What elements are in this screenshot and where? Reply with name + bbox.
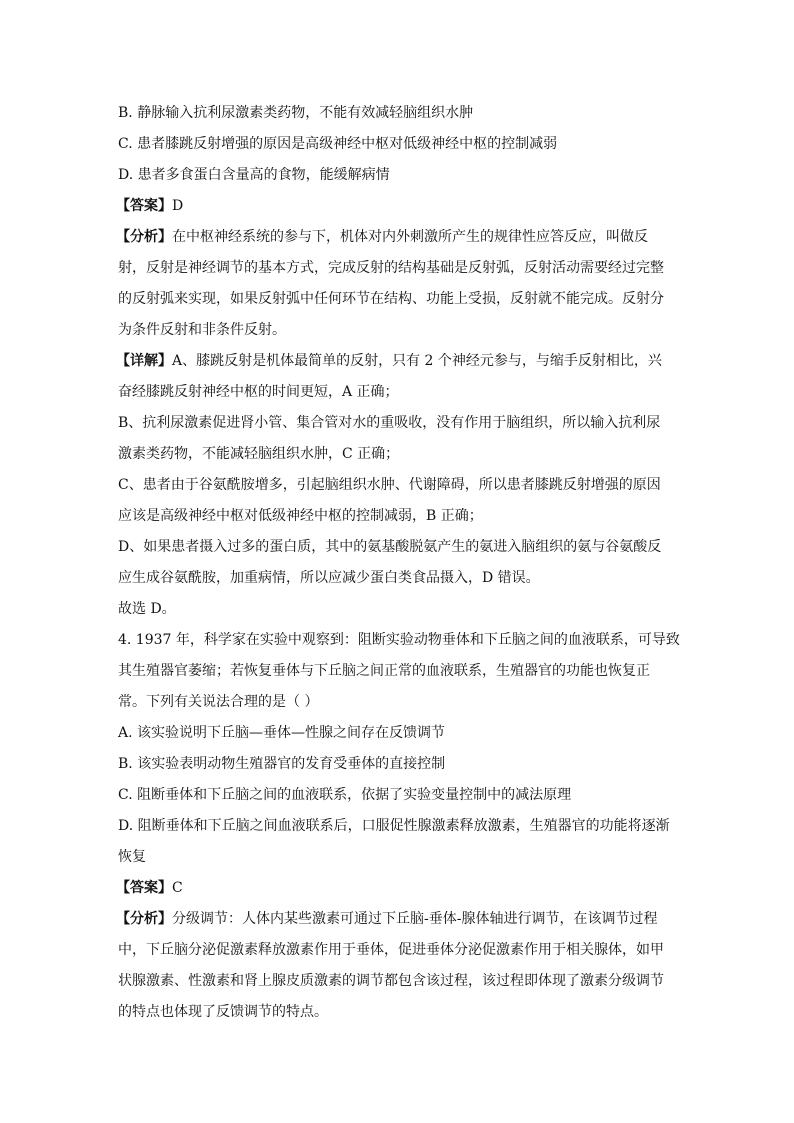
text-line: 其生殖器官萎缩；若恢复垂体与下丘脑之间正常的血液联系，生殖器官的功能也恢复正 [118, 663, 650, 679]
text-line: C、患者由于谷氨酰胺增多，引起脑组织水肿、代谢障碍，所以患者膝跳反射增强的原因 [118, 477, 661, 493]
analysis-tag: 【分析】 [116, 229, 172, 245]
text-line: 为条件反射和非条件反射。 [118, 322, 286, 338]
analysis-tag: 【分析】 [116, 911, 172, 927]
answer-tag: 【答案】 [116, 880, 172, 896]
text-line: B、抗利尿激素促进肾小管、集合管对水的重吸收，没有作用于脑组织，所以输入抗利尿 [118, 415, 661, 431]
text-line: 中，下丘脑分泌促激素释放激素作用于垂体，促进垂体分泌促激素作用于相关腺体，如甲 [118, 942, 664, 958]
text-line: 应该是高级神经中枢对低级神经中枢的控制减弱，B 正确； [118, 508, 483, 524]
answer-tag: 【答案】 [116, 198, 172, 214]
answer-line: 【答案】C [116, 880, 183, 896]
text-line: 应生成谷氨酰胺，加重病情，所以应减少蛋白类食品摄入，D 错误。 [118, 570, 540, 586]
detail-tag: 【详解】 [116, 353, 172, 369]
option-b-line: B. 静脉输入抗利尿激素类药物，不能有效减轻脑组织水肿 [118, 105, 474, 121]
text-line: 射，反射是神经调节的基本方式，完成反射的结构基础是反射弧，反射活动需要经过完整 [118, 260, 664, 276]
text-line: 状腺激素、性激素和肾上腺皮质激素的调节都包含该过程，该过程即体现了激素分级调节 [118, 973, 664, 989]
option-c-line: C. 阻断垂体和下丘脑之间的血液联系，依据了实验变量控制中的减法原理 [118, 787, 572, 803]
text-line: 的反射弧来实现，如果反射弧中任何环节在结构、功能上受损，反射就不能完成。反射分 [118, 291, 664, 307]
text-line: 的特点也体现了反馈调节的特点。 [118, 1004, 328, 1020]
option-b-line: B. 该实验表明动物生殖器官的发育受垂体的直接控制 [118, 756, 446, 772]
conclusion-line: 故选 D。 [118, 601, 176, 617]
answer-line: 【答案】D [116, 198, 184, 214]
analysis-line: 【分析】在中枢神经系统的参与下，机体对内外刺激所产生的规律性应答反应，叫做反 [116, 229, 648, 245]
text-line: 激素类药物，不能减轻脑组织水肿，C 正确； [118, 446, 400, 462]
text-line: 奋经膝跳反射神经中枢的时间更短，A 正确； [118, 384, 399, 400]
question-4-line: 4. 1937 年，科学家在实验中观察到：阻断实验动物垂体和下丘脑之间的血液联系，可导致 [118, 632, 680, 648]
option-d-line: D. 患者多食蛋白含量高的食物，能缓解病情 [118, 167, 390, 183]
text-line: 恢复 [118, 849, 146, 865]
option-d-line: D. 阻断垂体和下丘脑之间血液联系后，口服促性腺激素释放激素，生殖器官的功能将逐渐 [118, 818, 670, 834]
detail-line: 【详解】A、膝跳反射是机体最简单的反射，只有 2 个神经元参与，与缩手反射相比，兴 [116, 353, 662, 369]
analysis-line: 【分析】分级调节：人体内某些激素可通过下丘脑-垂体-腺体轴进行调节，在该调节过程 [116, 911, 658, 927]
option-a-line: A. 该实验说明下丘脑—垂体—性腺之间存在反馈调节 [118, 725, 446, 741]
text-line: D、如果患者摄入过多的蛋白质，其中的氨基酸脱氨产生的氨进入脑组织的氨与谷氨酸反 [118, 539, 662, 555]
text-line: 常。下列有关说法合理的是（ ） [118, 694, 319, 710]
option-c-line: C. 患者膝跳反射增强的原因是高级神经中枢对低级神经中枢的控制减弱 [118, 136, 558, 152]
